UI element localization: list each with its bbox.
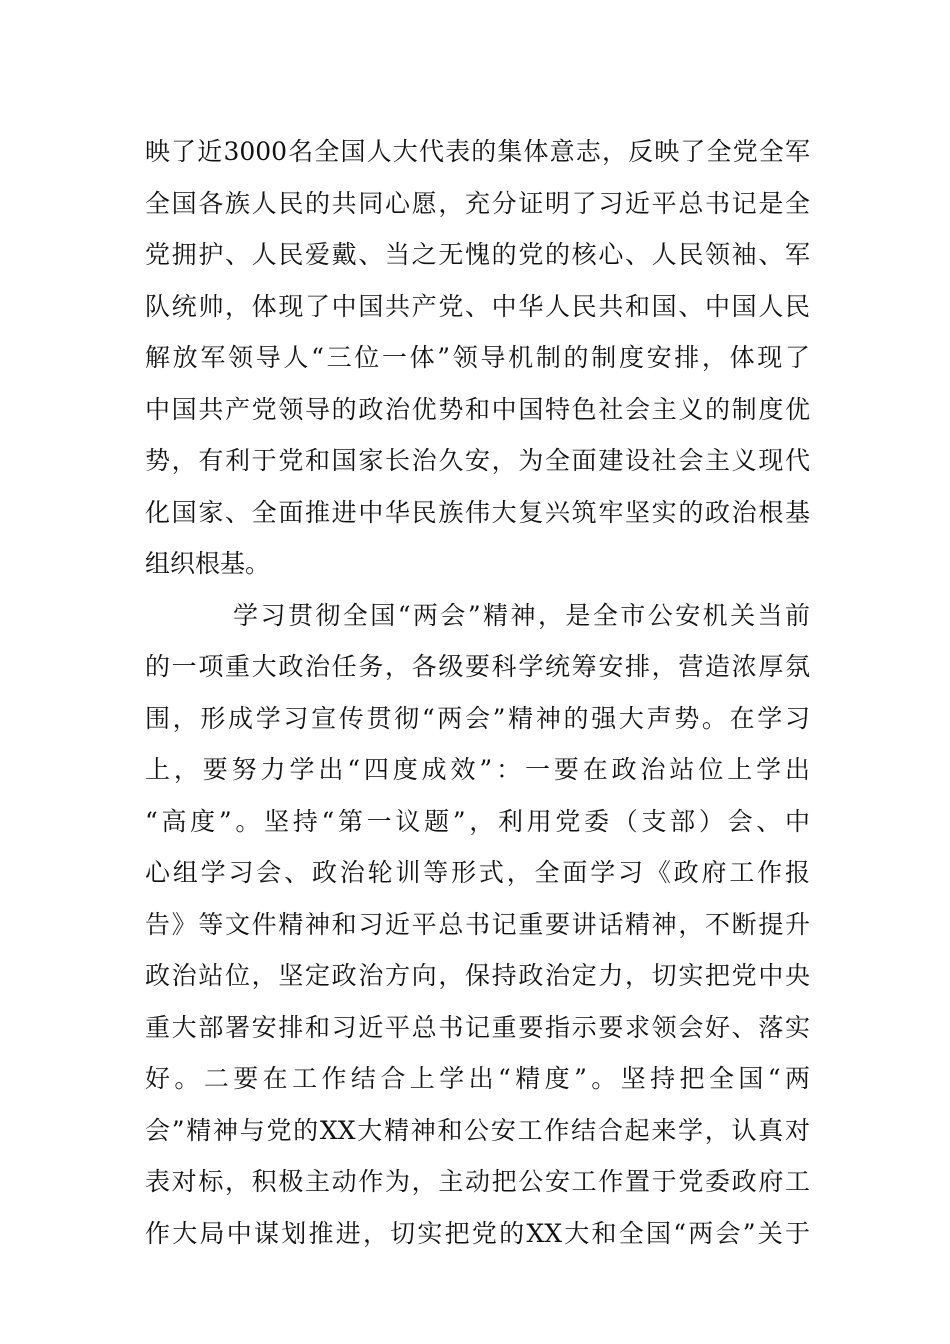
- text-line: 势，有利于党和国家长治久安，为全面建设社会主义现代: [145, 446, 810, 475]
- text-line: 全国各族人民的共同心愿，充分证明了习近平总书记是全: [145, 188, 810, 218]
- text-line: 队统帅，体现了中国共产党、中华人民共和国、中国人民: [145, 291, 810, 321]
- text-line: 中国共产党领导的政治优势和中国特色社会主义的制度优: [145, 394, 810, 424]
- text-line: 学习贯彻全国“两会”精神，是全市公安机关当前: [233, 600, 810, 630]
- text-line: 表对标，积极主动作为，主动把公安工作置于党委政府工: [145, 1167, 810, 1196]
- text-line: 重大部署安排和习近平总书记重要指示要求领会好、落实: [145, 1012, 810, 1042]
- text-line: 心组学习会、政治轮训等形式，全面学习《政府工作报: [145, 858, 810, 887]
- text-line: 组织根基。: [145, 549, 271, 578]
- text-line: 的一项重大政治任务，各级要科学统筹安排，营造浓厚氛: [145, 652, 810, 681]
- text-line: “高度”。坚持“第一议题”，利用党委（支部）会、中: [145, 806, 810, 836]
- text-line: 会”精神与党的XX大精神和公安工作结合起来学，认真对: [145, 1115, 810, 1145]
- text-line: 告》等文件精神和习近平总书记重要讲话精神，不断提升: [145, 909, 810, 939]
- text-line: 政治站位，坚定政治方向，保持政治定力，切实把党中央: [145, 961, 810, 990]
- text-line: 党拥护、人民爱戴、当之无愧的党的核心、人民领袖、军: [145, 240, 810, 269]
- text-line: 映了近3000名全国人大代表的集体意志，反映了全党全军: [145, 137, 810, 166]
- paragraph-2: [145, 590, 810, 1260]
- text-line: 上，要努力学出“四度成效”：一要在政治站位上学出: [145, 755, 810, 784]
- text-line: 围，形成学习宣传贯彻“两会”精神的强大声势。在学习: [145, 703, 810, 733]
- paragraph-1: [145, 126, 810, 590]
- text-line: 化国家、全面推进中华民族伟大复兴筑牢坚实的政治根基: [145, 497, 810, 527]
- text-line: 作大局中谋划推进，切实把党的XX大和全国“两会”关于: [145, 1218, 810, 1248]
- text-line: 解放军领导人“三位一体”领导机制的制度安排，体现了: [145, 343, 810, 372]
- document-body: [145, 126, 810, 1259]
- text-line: 好。二要在工作结合上学出“精度”。坚持把全国“两: [145, 1064, 810, 1093]
